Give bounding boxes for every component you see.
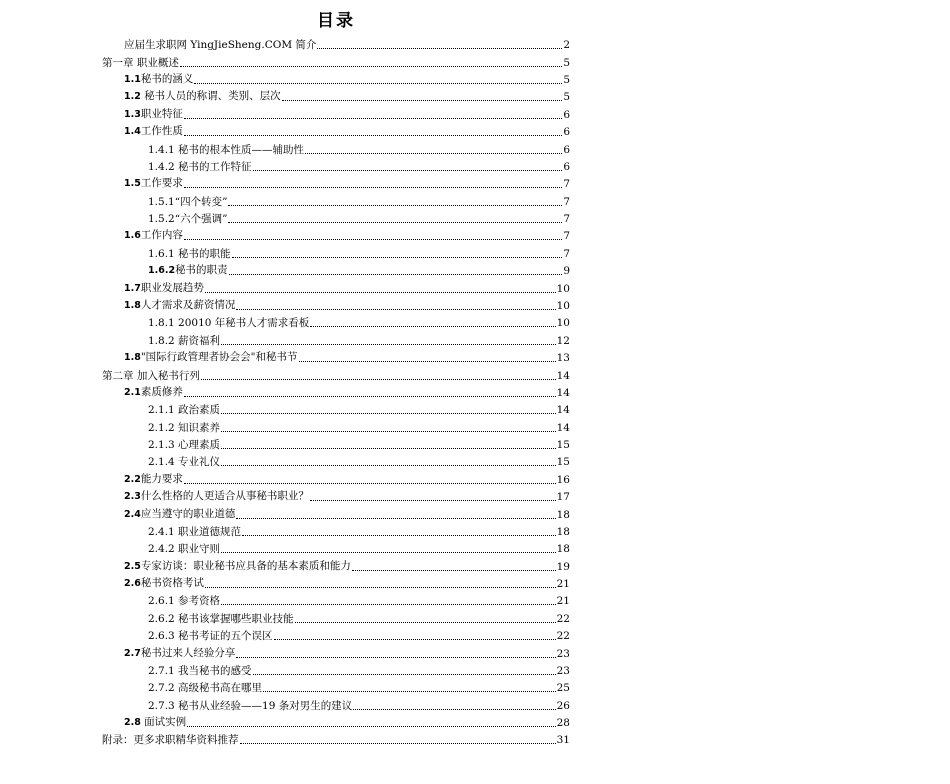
toc-entry[interactable]	[148, 538, 570, 555]
toc-entry-label	[148, 543, 221, 555]
toc-entry[interactable]	[148, 625, 570, 642]
toc-leader-dots	[221, 447, 556, 449]
toc-entry-text: 1.4.1 秘书的根本性质——辅助性	[148, 143, 305, 156]
toc-leader-dots	[236, 308, 555, 310]
toc-entry-number: 1.7	[124, 282, 141, 294]
toc-entry[interactable]	[148, 260, 570, 277]
toc-entry[interactable]	[148, 399, 570, 416]
toc-entry-page: 21	[556, 595, 570, 608]
toc-entry[interactable]	[148, 434, 570, 451]
toc-leader-dots	[184, 117, 562, 119]
page-title: 目录	[317, 11, 355, 31]
toc-entry[interactable]	[148, 694, 570, 711]
toc-entry-text: 1.5.1“四个转变”	[148, 195, 228, 208]
toc-leader-dots	[221, 412, 556, 414]
toc-entry[interactable]	[124, 225, 570, 242]
toc-entry-text: 能力要求	[140, 472, 183, 485]
toc-entry-text: 2.6.3 秘书考证的五个误区	[148, 630, 273, 643]
toc-entry-text: 秘书的职责	[175, 264, 228, 277]
toc-entry-label	[124, 473, 184, 486]
toc-entry-text: 2.7.2 高级秘书高在哪里	[148, 682, 263, 695]
toc-entry-text: 1.8.2 薪资福利	[148, 334, 221, 347]
toc-leader-dots	[221, 603, 556, 605]
toc-entry-page: 13	[556, 352, 570, 365]
toc-entry-page: 14	[556, 404, 570, 417]
toc-entry-label	[124, 490, 310, 503]
toc-entry-label	[124, 508, 236, 521]
toc-leader-dots	[310, 325, 555, 327]
toc-entry[interactable]	[124, 712, 570, 729]
toc-entry-page: 18	[556, 543, 570, 556]
toc-entry[interactable]	[124, 486, 570, 503]
toc-entry-label	[124, 73, 194, 86]
toc-entry-text: 2.1.4 专业礼仪	[148, 456, 221, 469]
toc-leader-dots	[184, 395, 556, 397]
toc-entry[interactable]	[124, 295, 570, 312]
toc-entry-page: 14	[556, 386, 570, 399]
toc-entry-text: 工作内容	[140, 229, 183, 242]
toc-entry-text: 2.7.1 我当秘书的感受	[148, 664, 252, 677]
toc-entry-text: 1.6.1 秘书的职能	[148, 247, 231, 260]
toc-leader-dots	[187, 725, 555, 727]
toc-entry-label	[102, 734, 240, 746]
toc-leader-dots	[274, 638, 556, 640]
toc-entry-number: 1.1	[124, 74, 141, 86]
toc-entry-page: 18	[556, 525, 570, 538]
toc-entry-label	[148, 248, 232, 260]
toc-entry-page: 15	[556, 456, 570, 469]
toc-entry-label	[148, 335, 221, 347]
toc-entry-text: 附录：更多求职精华资料推荐	[102, 734, 239, 747]
toc-entry[interactable]	[124, 555, 570, 572]
toc-entry-page: 10	[556, 317, 570, 330]
toc-entry-text: 专家访谈：职业秘书应具备的基本素质和能力	[140, 559, 351, 572]
toc-entry[interactable]	[124, 469, 570, 486]
toc-entry[interactable]	[148, 190, 570, 207]
toc-entry-text: 面试实例	[140, 716, 187, 729]
toc-entry-label	[148, 161, 253, 173]
toc-entry-page: 7	[563, 213, 570, 226]
toc-entry-page: 17	[556, 491, 570, 504]
toc-leader-dots	[299, 360, 556, 362]
toc-entry[interactable]	[124, 277, 570, 294]
toc-entry-text: 工作要求	[140, 177, 183, 190]
toc-leader-dots	[180, 65, 562, 67]
toc-leader-dots	[184, 134, 562, 136]
toc-leader-dots	[184, 482, 556, 484]
toc-entry-number: 2.7	[124, 647, 141, 659]
toc-entry[interactable]	[124, 642, 570, 659]
toc-entry-number: 2.8	[124, 717, 141, 729]
toc-entry-page: 6	[563, 160, 570, 173]
toc-leader-dots	[242, 534, 556, 536]
toc-entry-label	[148, 196, 228, 208]
toc-entry-page: 5	[563, 74, 570, 87]
toc-entry-label	[148, 317, 310, 329]
toc-entry-page: 7	[563, 195, 570, 208]
toc-entry-number: 2.2	[124, 473, 141, 485]
toc-leader-dots	[295, 621, 556, 623]
toc-entry-number: 1.8	[124, 299, 141, 311]
toc-entry-label	[124, 351, 299, 364]
toc-entry[interactable]	[148, 608, 570, 625]
toc-entry[interactable]	[124, 573, 570, 590]
toc-entry-text: 人才需求及薪资情况	[140, 298, 236, 311]
toc-entry-label	[124, 90, 282, 103]
toc-entry[interactable]	[148, 416, 570, 433]
toc-entry[interactable]	[124, 173, 570, 190]
toc-entry-page: 23	[556, 664, 570, 677]
toc-leader-dots	[184, 186, 562, 188]
toc-leader-dots	[194, 82, 562, 84]
toc-entry-text: 应当遵守的职业道德	[140, 507, 236, 520]
toc-leader-dots	[184, 238, 562, 240]
toc-entry-page: 21	[556, 578, 570, 591]
toc-entry[interactable]	[148, 521, 570, 538]
toc-entry[interactable]	[102, 729, 570, 746]
toc-entry-text: 2.4.2 职业守则	[148, 543, 221, 556]
toc-entry-text: 1.5.2“六个强调”	[148, 213, 228, 226]
toc-entry-page: 26	[556, 699, 570, 712]
toc-entry-label	[148, 264, 229, 277]
toc-leader-dots	[236, 656, 555, 658]
toc-entry[interactable]	[148, 208, 570, 225]
toc-leader-dots	[263, 690, 556, 692]
toc-entry[interactable]	[148, 243, 570, 260]
toc-entry-number: 1.6.2	[148, 265, 176, 277]
toc-entry[interactable]	[124, 347, 570, 364]
toc-leader-dots	[229, 273, 563, 275]
toc-entry-text: 第一章 职业概述	[102, 56, 179, 69]
toc-leader-dots	[228, 204, 562, 206]
toc-entry-text: 秘书的涵义	[140, 73, 194, 86]
toc-entry-page: 31	[556, 734, 570, 747]
toc-entry-label	[148, 595, 221, 607]
toc-leader-dots	[232, 256, 563, 258]
toc-entry-label	[124, 560, 352, 573]
toc-entry-text: 秘书人员的称谓、类别、层次	[140, 90, 281, 103]
toc-entry[interactable]	[148, 156, 570, 173]
toc-entry-number: 2.4	[124, 508, 141, 520]
toc-entry-label	[124, 108, 184, 121]
toc-entry[interactable]	[148, 138, 570, 155]
toc-entry-page: 14	[556, 421, 570, 434]
toc-entry-text: 2.1.1 政治素质	[148, 404, 221, 417]
toc-leader-dots	[253, 169, 563, 171]
toc-entry-page: 9	[563, 265, 570, 278]
toc-entry-label	[148, 665, 253, 677]
toc-entry-number: 1.3	[124, 108, 141, 120]
toc-entry-text: "国际行政管理者协会会"和秘书节	[140, 351, 298, 364]
toc-leader-dots	[353, 708, 555, 710]
toc-entry[interactable]	[124, 382, 570, 399]
toc-entry[interactable]	[124, 69, 570, 86]
toc-entry-label	[124, 386, 184, 399]
toc-entry-number: 1.6	[124, 230, 141, 242]
toc-entry-label	[148, 630, 274, 642]
toc-entry-label	[124, 125, 184, 138]
toc-entry-text: 2.6.1 参考资格	[148, 595, 221, 608]
toc-entry-page: 15	[556, 439, 570, 452]
toc-entry-number: 1.4	[124, 126, 141, 138]
toc-leader-dots	[305, 152, 562, 154]
toc-entry[interactable]	[124, 121, 570, 138]
toc-entry-text: 职业特征	[140, 107, 183, 120]
toc-entry-text: 什么性格的人更适合从事秘书职业？	[140, 490, 309, 503]
toc-entry-page: 18	[556, 508, 570, 521]
toc-entry-page: 5	[563, 56, 570, 69]
toc-leader-dots	[221, 464, 556, 466]
toc-entry-label	[102, 57, 180, 69]
toc-leader-dots	[201, 378, 556, 380]
toc-entry-page: 12	[556, 334, 570, 347]
toc-entry-number: 2.6	[124, 578, 141, 590]
toc-leader-dots	[352, 569, 556, 571]
toc-entry[interactable]	[124, 503, 570, 520]
toc-entry-label	[124, 647, 236, 660]
toc-entry-label	[148, 613, 295, 625]
toc-entry-page: 25	[556, 682, 570, 695]
toc-entry-label	[148, 213, 228, 225]
toc-leader-dots	[317, 47, 562, 49]
toc-entry-text: 素质修养	[140, 385, 183, 398]
toc-entry-number: 2.5	[124, 560, 141, 572]
toc-entry-page: 6	[563, 126, 570, 139]
toc-entry-number: 1.5	[124, 178, 141, 190]
toc-entry-label	[124, 229, 184, 242]
toc-entry-page: 6	[563, 143, 570, 156]
toc-entry-text: 秘书资格考试	[140, 577, 204, 590]
toc-entry-text: 2.7.3 秘书从业经验——19 条对男生的建议	[148, 699, 353, 712]
toc-entry[interactable]	[124, 104, 570, 121]
toc-entry-label	[124, 39, 317, 51]
toc-entry-text: 2.1.3 心理素质	[148, 439, 221, 452]
toc-entry-page: 22	[556, 630, 570, 643]
toc-entry-number: 1.8	[124, 352, 141, 364]
toc-entry-label	[124, 177, 184, 190]
toc-leader-dots	[221, 430, 556, 432]
toc-leader-dots	[253, 673, 556, 675]
toc-entry-page: 22	[556, 612, 570, 625]
toc-entry-text: 工作性质	[140, 125, 183, 138]
toc-entry[interactable]	[148, 329, 570, 346]
toc-entry-text: 应届生求职网 YingJieSheng.COM 简介	[124, 39, 317, 52]
toc-entry-label	[124, 716, 187, 729]
toc-entry-label	[148, 682, 263, 694]
toc-entry-page: 5	[563, 91, 570, 104]
toc-leader-dots	[228, 221, 562, 223]
toc-leader-dots	[282, 99, 563, 101]
toc-entry-text: 职业发展趋势	[140, 281, 204, 294]
toc-entry-number: 1.2	[124, 91, 141, 103]
toc-entry-text: 2.1.2 知识素养	[148, 421, 221, 434]
toc-entry-page: 7	[563, 178, 570, 191]
toc-entry[interactable]	[102, 364, 570, 381]
toc-entry-label	[124, 282, 205, 295]
toc-entry-page: 10	[556, 282, 570, 295]
toc-entry-text: 1.4.2 秘书的工作特征	[148, 160, 252, 173]
toc-leader-dots	[205, 291, 556, 293]
toc-entry-label	[148, 456, 221, 468]
toc-entry-text: 第二章 加入秘书行列	[102, 369, 200, 382]
toc-entry-number: 2.1	[124, 386, 141, 398]
toc-entry-label	[148, 439, 221, 451]
toc-entry-page: 28	[556, 717, 570, 730]
toc-entry-label	[148, 144, 305, 156]
toc-entry-page: 7	[563, 230, 570, 243]
toc-leader-dots	[221, 551, 556, 553]
toc-entry-label	[148, 422, 221, 434]
toc-entry-label	[124, 577, 205, 590]
toc-leader-dots	[236, 517, 555, 519]
toc-entry[interactable]	[148, 590, 570, 607]
toc-entry-page: 6	[563, 108, 570, 121]
toc-entry[interactable]	[102, 51, 570, 68]
toc-leader-dots	[240, 742, 556, 744]
toc-entry[interactable]	[148, 312, 570, 329]
toc-entry-page: 14	[556, 369, 570, 382]
toc-entry-text: 1.8.1 20010 年秘书人才需求看板	[148, 317, 310, 330]
toc-entry[interactable]	[148, 677, 570, 694]
toc-entry-label	[148, 700, 353, 712]
toc-entry-label	[124, 299, 236, 312]
toc-leader-dots	[310, 499, 556, 501]
toc-entry-text: 2.4.1 职业道德规范	[148, 525, 242, 538]
toc-entry-number: 2.3	[124, 491, 141, 503]
toc-entry[interactable]	[148, 660, 570, 677]
toc-entry-page: 23	[556, 647, 570, 660]
toc-entry[interactable]	[124, 86, 570, 103]
toc-entry-page: 10	[556, 299, 570, 312]
toc-entry-page: 16	[556, 473, 570, 486]
toc-entry[interactable]	[148, 451, 570, 468]
toc-entry-page: 7	[563, 247, 570, 260]
toc-leader-dots	[221, 343, 556, 345]
toc-entry-label	[148, 404, 221, 416]
toc-entry-text: 2.6.2 秘书该掌握哪些职业技能	[148, 612, 294, 625]
toc-entry-page: 2	[563, 39, 570, 52]
toc-entry-page: 19	[556, 560, 570, 573]
toc-leader-dots	[205, 586, 556, 588]
toc-entry-text: 秘书过来人经验分享	[140, 646, 236, 659]
toc-entry[interactable]	[124, 34, 570, 51]
toc-entry-label	[102, 370, 201, 382]
toc-entry-label	[148, 526, 242, 538]
